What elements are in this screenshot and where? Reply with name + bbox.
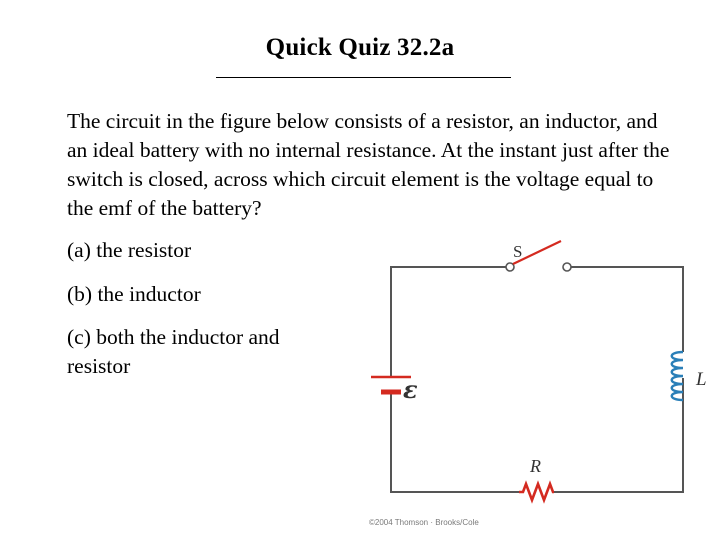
switch-contact-left bbox=[506, 263, 514, 271]
option-b: (b) the inductor bbox=[67, 282, 201, 306]
option-a: (a) the resistor bbox=[67, 238, 192, 262]
wire-top-left bbox=[391, 267, 506, 376]
title-underline bbox=[216, 77, 511, 78]
slide-title: Quick Quiz 32.2a bbox=[265, 34, 455, 61]
figure-credit: ©2004 Thomson · Brooks/Cole bbox=[369, 518, 479, 527]
question-text: The circuit in the figure below consists of a resistor, an inductor, and an ideal battery with no internal resistance. At the instant just after the switch is closed, across which circuit element is the voltage equal to the emf of the battery? bbox=[67, 109, 670, 220]
wire-bottom-right bbox=[554, 378, 683, 492]
inductor-coil bbox=[672, 352, 683, 400]
battery-emf-label: ε bbox=[403, 375, 418, 404]
circuit-diagram bbox=[362, 228, 714, 535]
inductor bbox=[672, 352, 683, 400]
resistor-label: R bbox=[530, 456, 541, 476]
switch-contact-right bbox=[563, 263, 571, 271]
inductor-label: L bbox=[696, 369, 707, 390]
option-c: (c) both the inductor and resistor bbox=[67, 325, 280, 378]
resistor bbox=[519, 484, 554, 500]
wire-top-right bbox=[571, 267, 683, 352]
switch-label: S bbox=[513, 242, 523, 261]
wire-bottom-left bbox=[391, 393, 519, 492]
